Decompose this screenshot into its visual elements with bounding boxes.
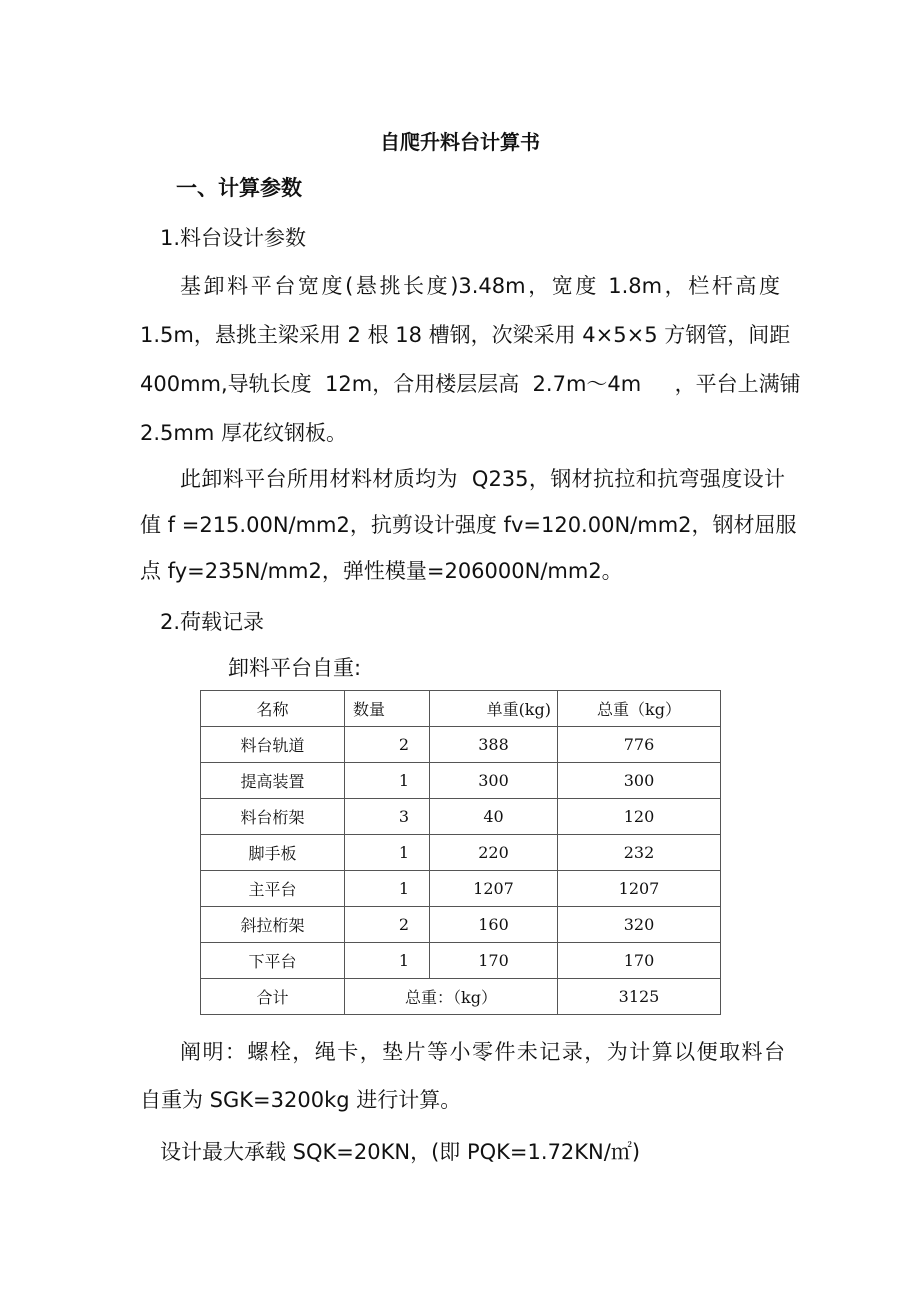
table-total-row bbox=[201, 979, 721, 1015]
cell-qty: 2 bbox=[345, 907, 430, 943]
total-label: 合计 bbox=[201, 979, 345, 1015]
subsection-heading: 2.荷载记录 bbox=[160, 610, 265, 634]
table-row bbox=[201, 907, 721, 943]
cell-total-weight: 120 bbox=[558, 799, 721, 835]
cell-name: 料台桁架 bbox=[201, 799, 345, 835]
paragraph-line: 2.5mm 厚花纹钢板。 bbox=[140, 421, 347, 445]
cell-qty: 1 bbox=[345, 871, 430, 907]
cell-name: 脚手板 bbox=[201, 835, 345, 871]
table-row bbox=[201, 727, 721, 763]
document-title: 自爬升料台计算书 bbox=[380, 130, 540, 154]
header-qty: 数量 bbox=[345, 691, 430, 727]
note-line: 自重为 SGK=3200kg 进行计算。 bbox=[140, 1088, 462, 1112]
paragraph-line: 1.5m，悬挑主梁采用 2 根 18 槽钢，次梁采用 4×5×5 方钢管，间距 bbox=[140, 323, 791, 347]
section-heading: 一、计算参数 bbox=[176, 176, 302, 200]
total-unit: 总重：（kg） bbox=[345, 979, 558, 1015]
table-header-row bbox=[201, 691, 721, 727]
cell-qty: 2 bbox=[345, 727, 430, 763]
cell-total-weight: 300 bbox=[558, 763, 721, 799]
cell-name: 下平台 bbox=[201, 943, 345, 979]
cell-unit-weight: 160 bbox=[430, 907, 558, 943]
cell-unit-weight: 170 bbox=[430, 943, 558, 979]
cell-qty: 1 bbox=[345, 835, 430, 871]
cell-qty: 3 bbox=[345, 799, 430, 835]
max-load-text: 设计最大承载 SQK=20KN，(即 PQK=1.72KN/㎡) bbox=[160, 1140, 641, 1164]
cell-name: 提高装置 bbox=[201, 763, 345, 799]
header-total-weight: 总重（kg） bbox=[558, 691, 721, 727]
paragraph-line: 此卸料平台所用材料材质均为 Q235，钢材抗拉和抗弯强度设计 bbox=[180, 467, 785, 491]
cell-total-weight: 232 bbox=[558, 835, 721, 871]
header-unit-weight: 单重(kg) bbox=[430, 691, 558, 727]
cell-unit-weight: 1207 bbox=[430, 871, 558, 907]
cell-total-weight: 170 bbox=[558, 943, 721, 979]
cell-unit-weight: 388 bbox=[430, 727, 558, 763]
paragraph-line: 基卸料平台宽度(悬挑长度)3.48m，宽度 1.8m，栏杆高度 bbox=[180, 274, 780, 298]
cell-unit-weight: 40 bbox=[430, 799, 558, 835]
cell-total-weight: 320 bbox=[558, 907, 721, 943]
table-row bbox=[201, 871, 721, 907]
cell-name: 主平台 bbox=[201, 871, 345, 907]
cell-qty: 1 bbox=[345, 763, 430, 799]
weight-table bbox=[200, 690, 721, 1015]
cell-total-weight: 1207 bbox=[558, 871, 721, 907]
total-value: 3125 bbox=[558, 979, 721, 1015]
subsection-heading: 1.料台设计参数 bbox=[160, 226, 307, 250]
cell-name: 料台轨道 bbox=[201, 727, 345, 763]
cell-qty: 1 bbox=[345, 943, 430, 979]
paragraph-line: 400mm,导轨长度 12m，合用楼层层高 2.7m～4m ，平台上满铺 bbox=[140, 372, 801, 396]
cell-total-weight: 776 bbox=[558, 727, 721, 763]
table-row bbox=[201, 835, 721, 871]
note-line: 阐明：螺栓，绳卡，垫片等小零件未记录，为计算以便取料台 bbox=[180, 1040, 785, 1064]
table-row bbox=[201, 799, 721, 835]
paragraph-line: 点 fy=235N/mm2，弹性模量=206000N/mm2。 bbox=[140, 559, 623, 583]
table-row bbox=[201, 943, 721, 979]
table-row bbox=[201, 763, 721, 799]
paragraph-line: 值 f =215.00N/mm2，抗剪设计强度 fv=120.00N/mm2，钢材屈服 bbox=[140, 513, 797, 537]
cell-unit-weight: 300 bbox=[430, 763, 558, 799]
header-name: 名称 bbox=[201, 691, 345, 727]
table-caption: 卸料平台自重: bbox=[228, 656, 362, 680]
cell-unit-weight: 220 bbox=[430, 835, 558, 871]
cell-name: 斜拉桁架 bbox=[201, 907, 345, 943]
